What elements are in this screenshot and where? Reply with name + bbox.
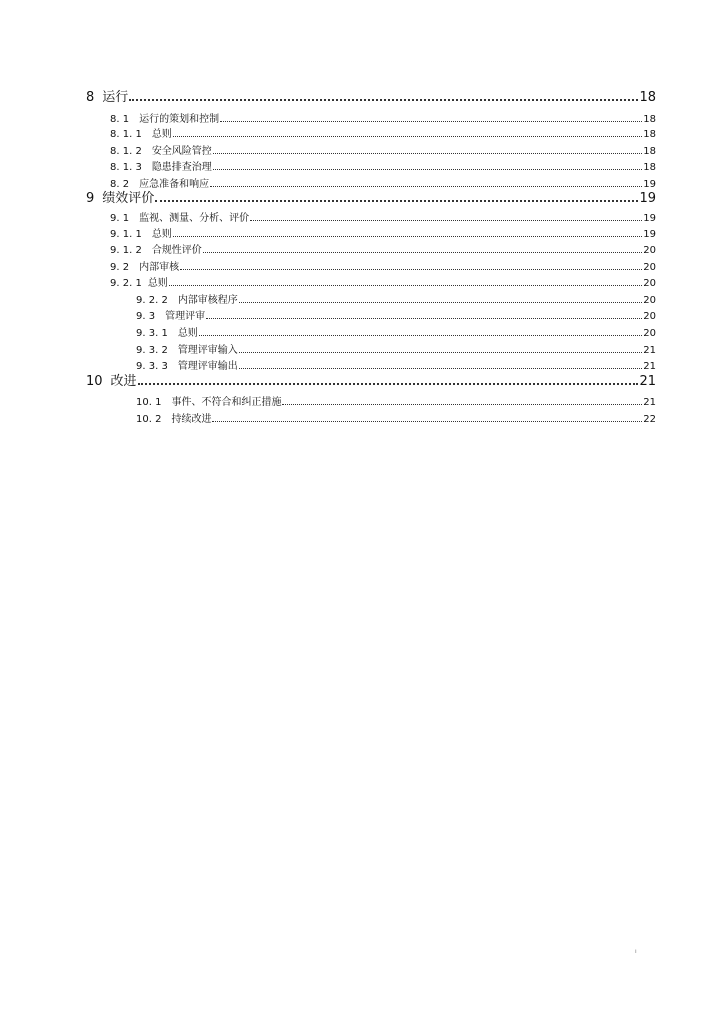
toc-entry-8-2[interactable] — [110, 174, 656, 190]
toc-page-number: 20 — [643, 278, 656, 289]
page-footer-mark: ı — [635, 948, 637, 955]
dot-leader — [138, 382, 639, 385]
toc-entry-9[interactable] — [86, 190, 656, 206]
toc-number: 8. 1. 1 — [110, 129, 142, 140]
toc-title: 总则 — [151, 129, 172, 140]
toc-page-number: 19 — [639, 191, 656, 206]
toc-page-number: 18 — [643, 129, 656, 140]
toc-title: 绩效评价 — [102, 191, 155, 206]
toc-entry-8-1[interactable] — [110, 109, 656, 125]
toc-page-number: 18 — [639, 90, 656, 105]
dot-leader — [203, 251, 642, 253]
toc-page-number: 20 — [643, 311, 656, 322]
toc-number: 9. 3 — [136, 311, 156, 322]
dot-leader — [155, 199, 638, 202]
toc-page-number: 20 — [643, 328, 656, 339]
toc-title: 管理评审输入 — [177, 345, 238, 356]
toc-title: 改进 — [110, 374, 137, 389]
toc-number: 9. 2. 2 — [136, 295, 168, 306]
toc-entry-10-2[interactable] — [136, 409, 656, 425]
dot-leader — [180, 268, 642, 270]
toc-entry-10-1[interactable] — [136, 392, 656, 408]
toc-title: 总则 — [147, 278, 168, 289]
toc-number: 9. 1. 1 — [110, 229, 142, 240]
dot-leader — [239, 351, 642, 353]
dot-leader — [213, 168, 642, 170]
dot-leader — [239, 367, 642, 369]
toc-page-number: 21 — [643, 397, 656, 408]
toc-number: 8. 2 — [110, 179, 130, 190]
toc-number: 9. 1 — [110, 213, 130, 224]
toc-entry-8-1-3[interactable] — [110, 157, 656, 173]
toc-number: 10. 2 — [136, 414, 162, 425]
dot-leader — [129, 98, 638, 101]
toc-number: 10. 1 — [136, 397, 162, 408]
toc-page-number: 20 — [643, 245, 656, 256]
toc-page-number: 20 — [643, 295, 656, 306]
dot-leader — [212, 420, 642, 422]
dot-leader — [173, 135, 642, 137]
toc-title: 管理评审输出 — [177, 361, 238, 372]
toc-number: 9. 2. 1 — [110, 278, 142, 289]
dot-leader — [210, 185, 642, 187]
toc-entry-9-2-2[interactable] — [136, 290, 656, 306]
toc-title: 安全风险管控 — [151, 146, 212, 157]
toc-title: 事件、不符合和纠正措施 — [171, 397, 282, 408]
dot-leader — [220, 120, 642, 122]
dot-leader — [282, 403, 642, 405]
toc-title: 总则 — [151, 229, 172, 240]
toc-number: 8. 1 — [110, 114, 130, 125]
toc-number: 10 — [86, 374, 103, 389]
toc-page-number: 18 — [643, 114, 656, 125]
toc-page-number: 21 — [643, 345, 656, 356]
toc-entry-9-1[interactable] — [110, 208, 656, 224]
toc-entry-9-1-2[interactable] — [110, 240, 656, 256]
toc-page-number: 21 — [639, 374, 656, 389]
toc-number: 8. 1. 3 — [110, 162, 142, 173]
dot-leader — [173, 235, 642, 237]
toc-number: 9. 3. 3 — [136, 361, 168, 372]
toc-title: 隐患排查治理 — [151, 162, 212, 173]
toc-title: 运行 — [102, 90, 129, 105]
toc-number: 8 — [86, 90, 95, 105]
toc-page-number: 18 — [643, 162, 656, 173]
toc-number: 9. 2 — [110, 262, 130, 273]
toc-number: 9 — [86, 191, 95, 206]
toc-entry-9-2[interactable] — [110, 257, 656, 273]
dot-leader — [213, 152, 642, 154]
toc-title: 监视、测量、分析、评价 — [139, 213, 250, 224]
toc-title: 管理评审 — [165, 311, 206, 322]
toc-title: 内部审核程序 — [177, 295, 238, 306]
toc-entry-9-2-1[interactable] — [110, 273, 656, 289]
dot-leader — [250, 219, 642, 221]
toc-entry-9-3[interactable] — [136, 306, 656, 322]
toc-title: 内部审核 — [139, 262, 180, 273]
toc-page-number: 19 — [643, 213, 656, 224]
toc-page-number: 19 — [643, 179, 656, 190]
toc-number: 9. 3. 2 — [136, 345, 168, 356]
toc-entry-8[interactable] — [86, 89, 656, 105]
toc-entry-9-3-2[interactable] — [136, 340, 656, 356]
toc-entry-9-3-3[interactable] — [136, 356, 656, 372]
toc-title: 总则 — [177, 328, 198, 339]
toc-entry-10[interactable] — [86, 373, 656, 389]
toc-number: 9. 3. 1 — [136, 328, 168, 339]
toc-number: 9. 1. 2 — [110, 245, 142, 256]
toc-page-number: 19 — [643, 229, 656, 240]
toc-entry-9-3-1[interactable] — [136, 323, 656, 339]
dot-leader — [169, 284, 642, 286]
toc-title: 合规性评价 — [151, 245, 202, 256]
toc-entry-8-1-1[interactable] — [110, 124, 656, 140]
toc-page-number: 20 — [643, 262, 656, 273]
toc-page-number: 22 — [643, 414, 656, 425]
toc-number: 8. 1. 2 — [110, 146, 142, 157]
toc-page-number: 21 — [643, 361, 656, 372]
dot-leader — [239, 301, 642, 303]
toc-entry-8-1-2[interactable] — [110, 141, 656, 157]
dot-leader — [206, 317, 642, 319]
toc-title: 应急准备和响应 — [139, 179, 210, 190]
toc-entry-9-1-1[interactable] — [110, 224, 656, 240]
dot-leader — [199, 334, 642, 336]
toc-title: 运行的策划和控制 — [139, 114, 220, 125]
toc-page-number: 18 — [643, 146, 656, 157]
toc-title: 持续改进 — [171, 414, 212, 425]
